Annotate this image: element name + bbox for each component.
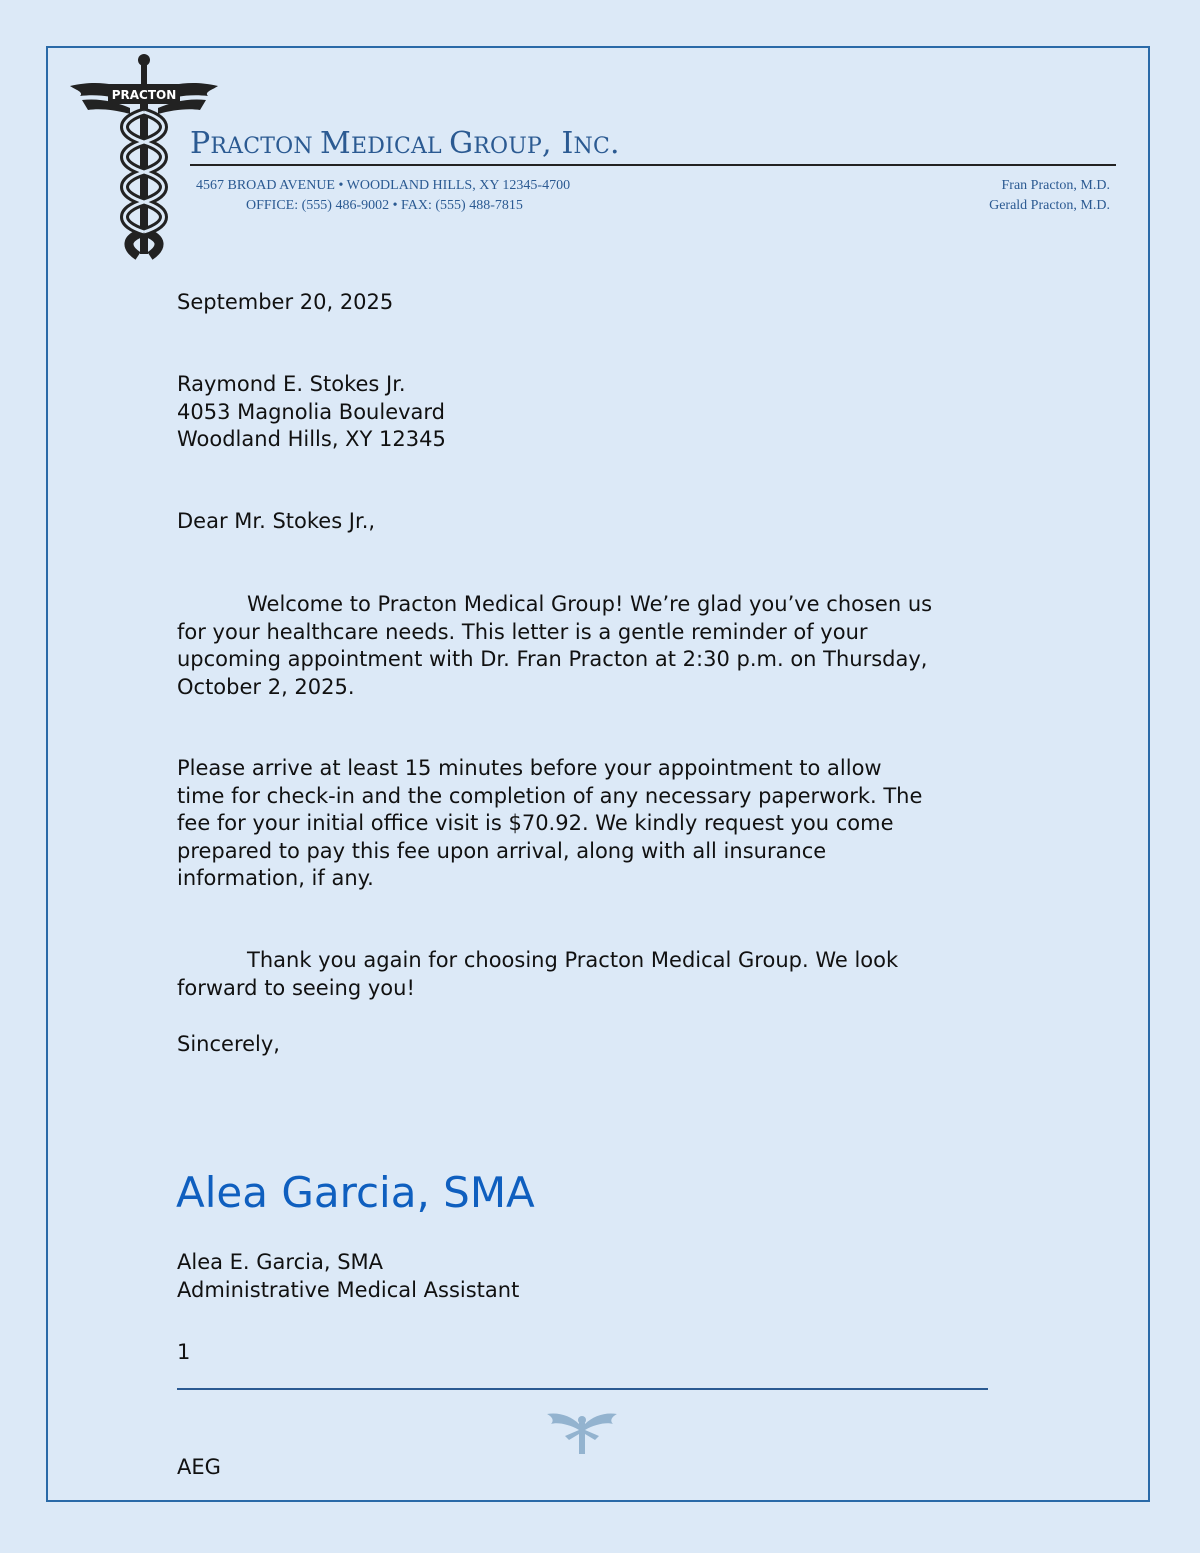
- winged-emblem-icon: [545, 1408, 619, 1456]
- recipient-street: 4053 Magnolia Boulevard: [177, 399, 446, 424]
- initials: AEG: [177, 1455, 221, 1479]
- enclosure-count: 1: [177, 1340, 191, 1364]
- paragraph-1: Welcome to Practon Medical Group! We’re glad you’ve chosen us for your healthcare needs. This letter is a gentle reminder of your upcoming appointment with Dr. Fran Practon at 2:30 p.m. on Thursday, October 2, 2025.: [177, 592, 933, 699]
- signer-name: Alea E. Garcia, SMA: [177, 1250, 384, 1274]
- recipient-name: Raymond E. Stokes Jr.: [177, 372, 406, 396]
- salutation: Dear Mr. Stokes Jr.,: [177, 509, 376, 533]
- footer-rule: [177, 1388, 988, 1390]
- header-rule: [190, 164, 1116, 166]
- address-line-1: 4567 BROAD AVENUE • WOODLAND HILLS, XY 12345-4700: [196, 178, 571, 193]
- doctor-2: Gerald Practon, M.D.: [989, 198, 1110, 213]
- signer-title: Administrative Medical Assistant: [177, 1278, 520, 1302]
- recipient-city: Woodland Hills, XY 12345: [177, 427, 446, 451]
- doctor-1: Fran Practon, M.D.: [1001, 178, 1110, 193]
- letter-date: September 20, 2025: [177, 290, 394, 314]
- paragraph-2: Please arrive at least 15 minutes before your appointment to allow time for check-in and the completion of any necessary paperwork. The fee for your initial office visit is $70.92. We kindly request you come prepared to pay this fee upon arrival, along with all insurance information, if any.: [177, 756, 923, 890]
- closing: Sincerely,: [177, 1032, 280, 1056]
- paragraph-3: Thank you again for choosing Practon Medical Group. We look forward to seeing you!: [177, 948, 899, 1000]
- address-line-2: OFFICE: (555) 486-9002 • FAX: (555) 488-7815: [246, 198, 523, 213]
- company-name: PRACTON MEDICAL GROUP, INC.: [190, 126, 620, 161]
- logo-text: PRACTON: [111, 88, 177, 102]
- signature: Alea Garcia, SMA: [176, 1168, 535, 1217]
